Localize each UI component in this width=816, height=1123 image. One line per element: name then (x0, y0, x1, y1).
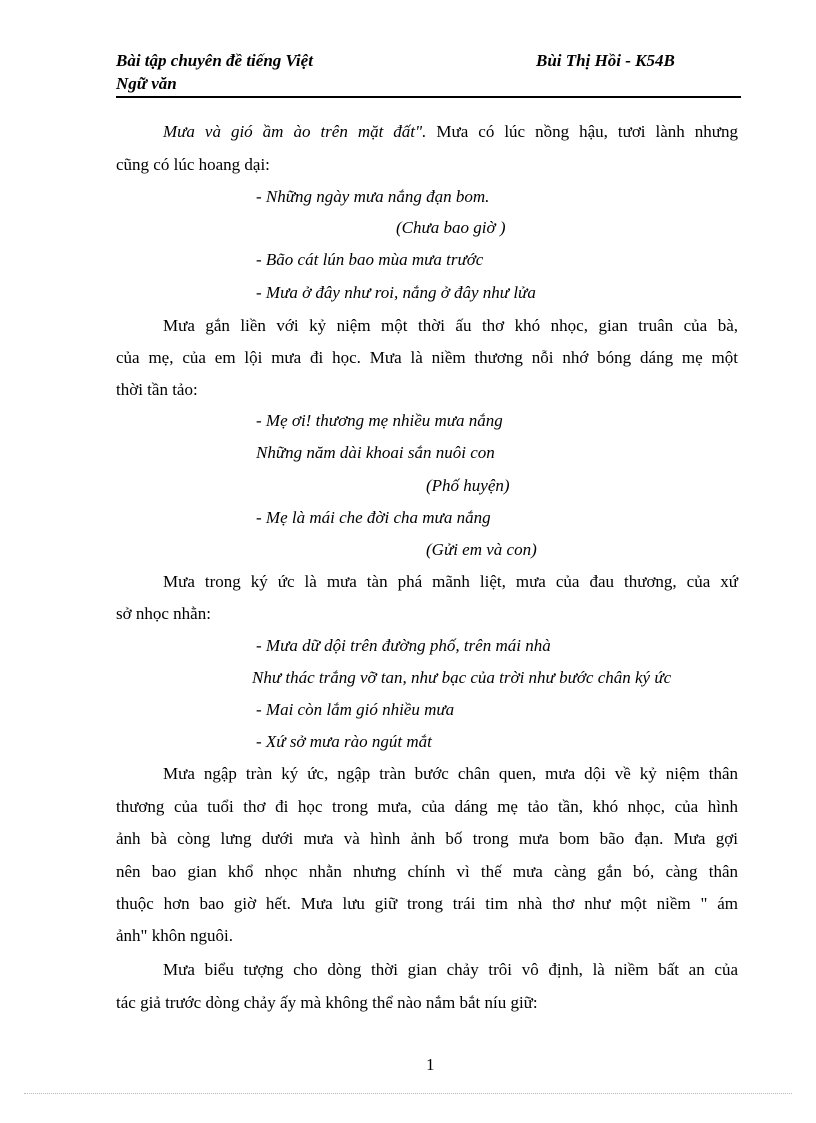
paragraph-1-line-1 (163, 122, 738, 142)
poem-line: Những năm dài khoai sắn nuôi con (256, 443, 495, 462)
page-number: 1 (426, 1055, 435, 1074)
poem-line: - Mẹ ơi! thương mẹ nhiều mưa nắng (256, 411, 503, 430)
poem-source: (Chưa bao giờ ) (396, 218, 506, 237)
poem-source: (Gửi em và con) (426, 540, 537, 559)
poem-line: - Mưa ở đây như roi, nắng ở đây như lửa (256, 283, 536, 302)
paragraph-3-line: Mưa trong ký ức là mưa tàn phá mãnh liệt, mưa của đau thương, của xứ (163, 572, 738, 591)
paragraph-4-line: ảnh bà còng lưng dưới mưa và hình ảnh bố trong mưa bom bão đạn. Mưa gợi (116, 829, 738, 848)
header-author: Bùi Thị Hồi - K54B (536, 51, 675, 70)
paragraph-4-line: ảnh" khôn nguôi. (116, 926, 233, 945)
header-left-title: Bài tập chuyên đề tiếng Việt (116, 51, 313, 70)
poem-line: - Những ngày mưa nắng đạn bom. (256, 187, 490, 206)
poem-line: - Xứ sở mưa rào ngút mắt (256, 732, 432, 751)
poem-source: (Phố huyện) (426, 476, 510, 495)
paragraph-5-line: tác giả trước dòng chảy ấy mà không thể nào nắm bắt níu giữ: (116, 993, 538, 1012)
poem-line: Như thác trắng vỡ tan, như bạc của trời như bước chân ký ức (252, 668, 672, 687)
paragraph-5-line: Mưa biểu tượng cho dòng thời gian chảy trôi vô định, là niềm bất an của (163, 960, 738, 979)
paragraph-3-line: sở nhọc nhằn: (116, 604, 211, 623)
paragraph-text: Mưa có lúc nồng hậu, tươi lành nhưng (426, 122, 738, 141)
header-left-subtitle: Ngữ văn (116, 74, 177, 93)
paragraph-4-line: Mưa ngập tràn ký ức, ngập tràn bước chân quen, mưa dội về kỷ niệm thân (163, 764, 738, 783)
paragraph-4-line: thuộc hơn bao giờ hết. Mưa lưu giữ trong trái tim nhà thơ như một niềm " ám (116, 894, 738, 913)
header-rule (116, 96, 741, 98)
quote-fragment: Mưa và gió ầm ào trên mặt đất". (163, 122, 427, 141)
paragraph-4-line: nên bao gian khổ nhọc nhằn nhưng chính vì thế mưa càng gắn bó, càng thân (116, 862, 738, 881)
poem-line: - Bão cát lún bao mùa mưa trước (256, 250, 484, 269)
paragraph-4-line: thương của tuổi thơ đi học trong mưa, của dáng mẹ tảo tần, khó nhọc, của hình (116, 797, 738, 816)
page-bottom-rule (24, 1093, 792, 1094)
poem-line: - Mưa dữ dội trên đường phố, trên mái nhà (256, 636, 551, 655)
paragraph-1-line-2: cũng có lúc hoang dại: (116, 155, 270, 174)
poem-line: - Mai còn lắm gió nhiều mưa (256, 700, 455, 719)
poem-line: - Mẹ là mái che đời cha mưa nắng (256, 508, 491, 527)
paragraph-2-line: Mưa gắn liền với kỷ niệm một thời ấu thơ khó nhọc, gian truân của bà, (163, 316, 738, 335)
paragraph-2-line: của mẹ, của em lội mưa đi học. Mưa là niềm thương nỗi nhớ bóng dáng mẹ một (116, 348, 738, 367)
paragraph-2-line: thời tần tảo: (116, 380, 198, 399)
